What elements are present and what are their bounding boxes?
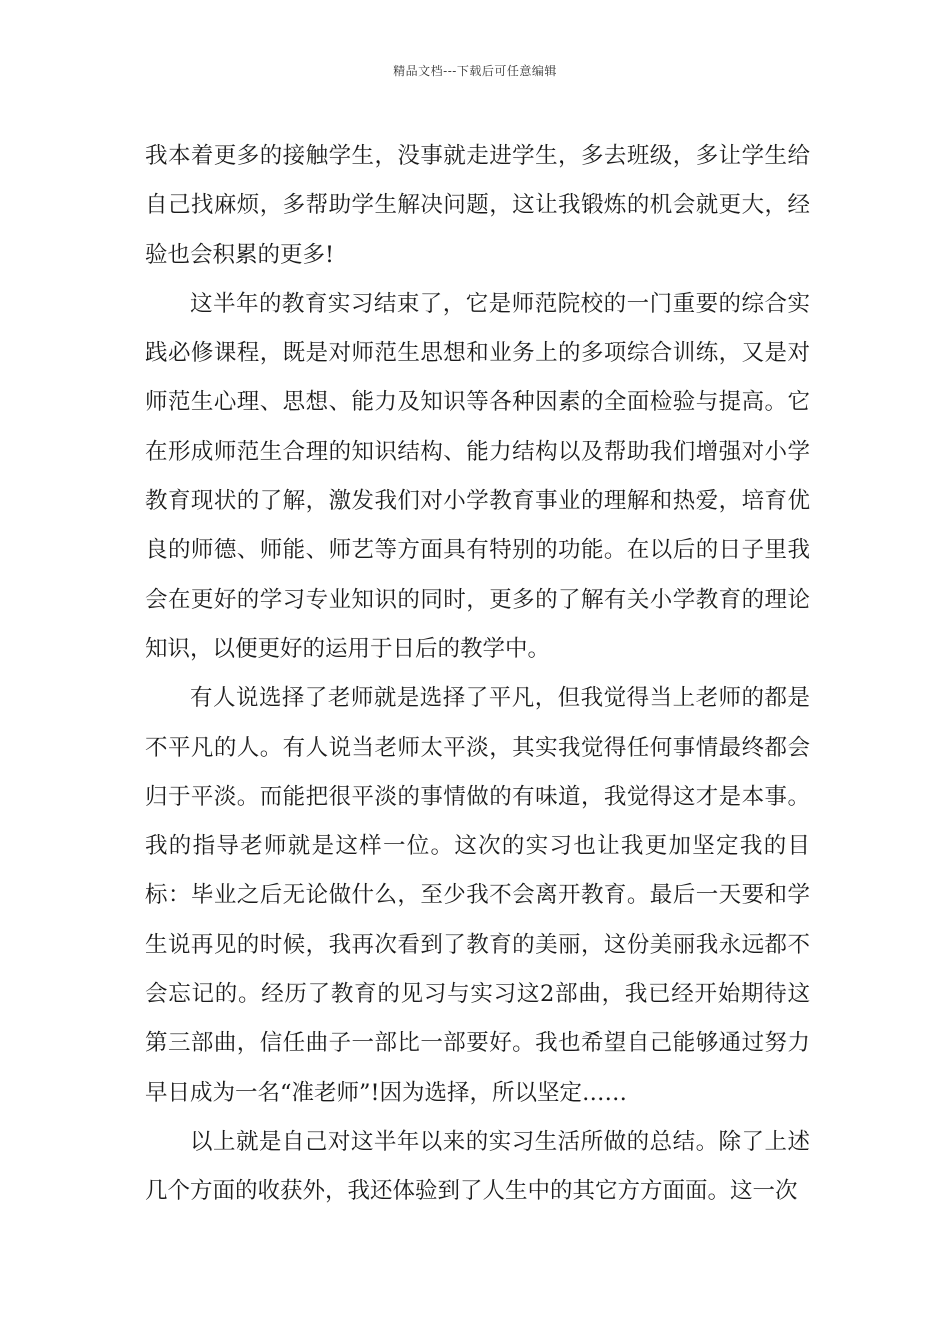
document-body — [145, 132, 810, 1217]
paragraph-4: 以上就是自己对这半年以来的实习生活所做的总结。除了上述几个方面的收获外，我还体验到了人生中的其它方方面面。这一次 — [145, 1128, 810, 1205]
paragraph-3: 有人说选择了老师就是选择了平凡，但我觉得当上老师的都是不平凡的人。有人说当老师太平淡，其实我觉得任何事情最终都会归于平淡。而能把很平淡的事情做的有味道，我觉得这才是本事。我的指导老师就是这样一位。这次的实习也让我更加坚定我的目标：毕业之后无论做什么，至少我不会离开教育。最后一天要和学生说再见的时候，我再次看到了教育的美丽，这份美丽我永远都不会忘记的。经历了教育的见习与实习这2部曲，我已经开始期待这第三部曲，信任曲子一部比一部要好。我也希望自己能够通过努力早日成为一名“准老师”!因为选择，所以坚定…… — [145, 685, 810, 1106]
paragraph-2: 这半年的教育实习结束了，它是师范院校的一门重要的综合实践必修课程，既是对师范生思想和业务上的多项综合训练，又是对师范生心理、思想、能力及知识等各种因素的全面检验与提高。它在形成师范生合理的知识结构、能力结构以及帮助我们增强对小学教育现状的了解，激发我们对小学教育事业的理解和热爱，培育优良的师德、师能、师艺等方面具有特别的功能。在以后的日子里我会在更好的学习专业知识的同时，更多的了解有关小学教育的理论知识，以便更好的运用于日后的教学中。 — [145, 290, 810, 662]
page-header: 精品文档---下载后可任意编辑 — [393, 64, 557, 78]
paragraph-1: 我本着更多的接触学生，没事就走进学生，多去班级，多让学生给自己找麻烦，多帮助学生解决问题，这让我锻炼的机会就更大，经验也会积累的更多! — [145, 143, 810, 268]
